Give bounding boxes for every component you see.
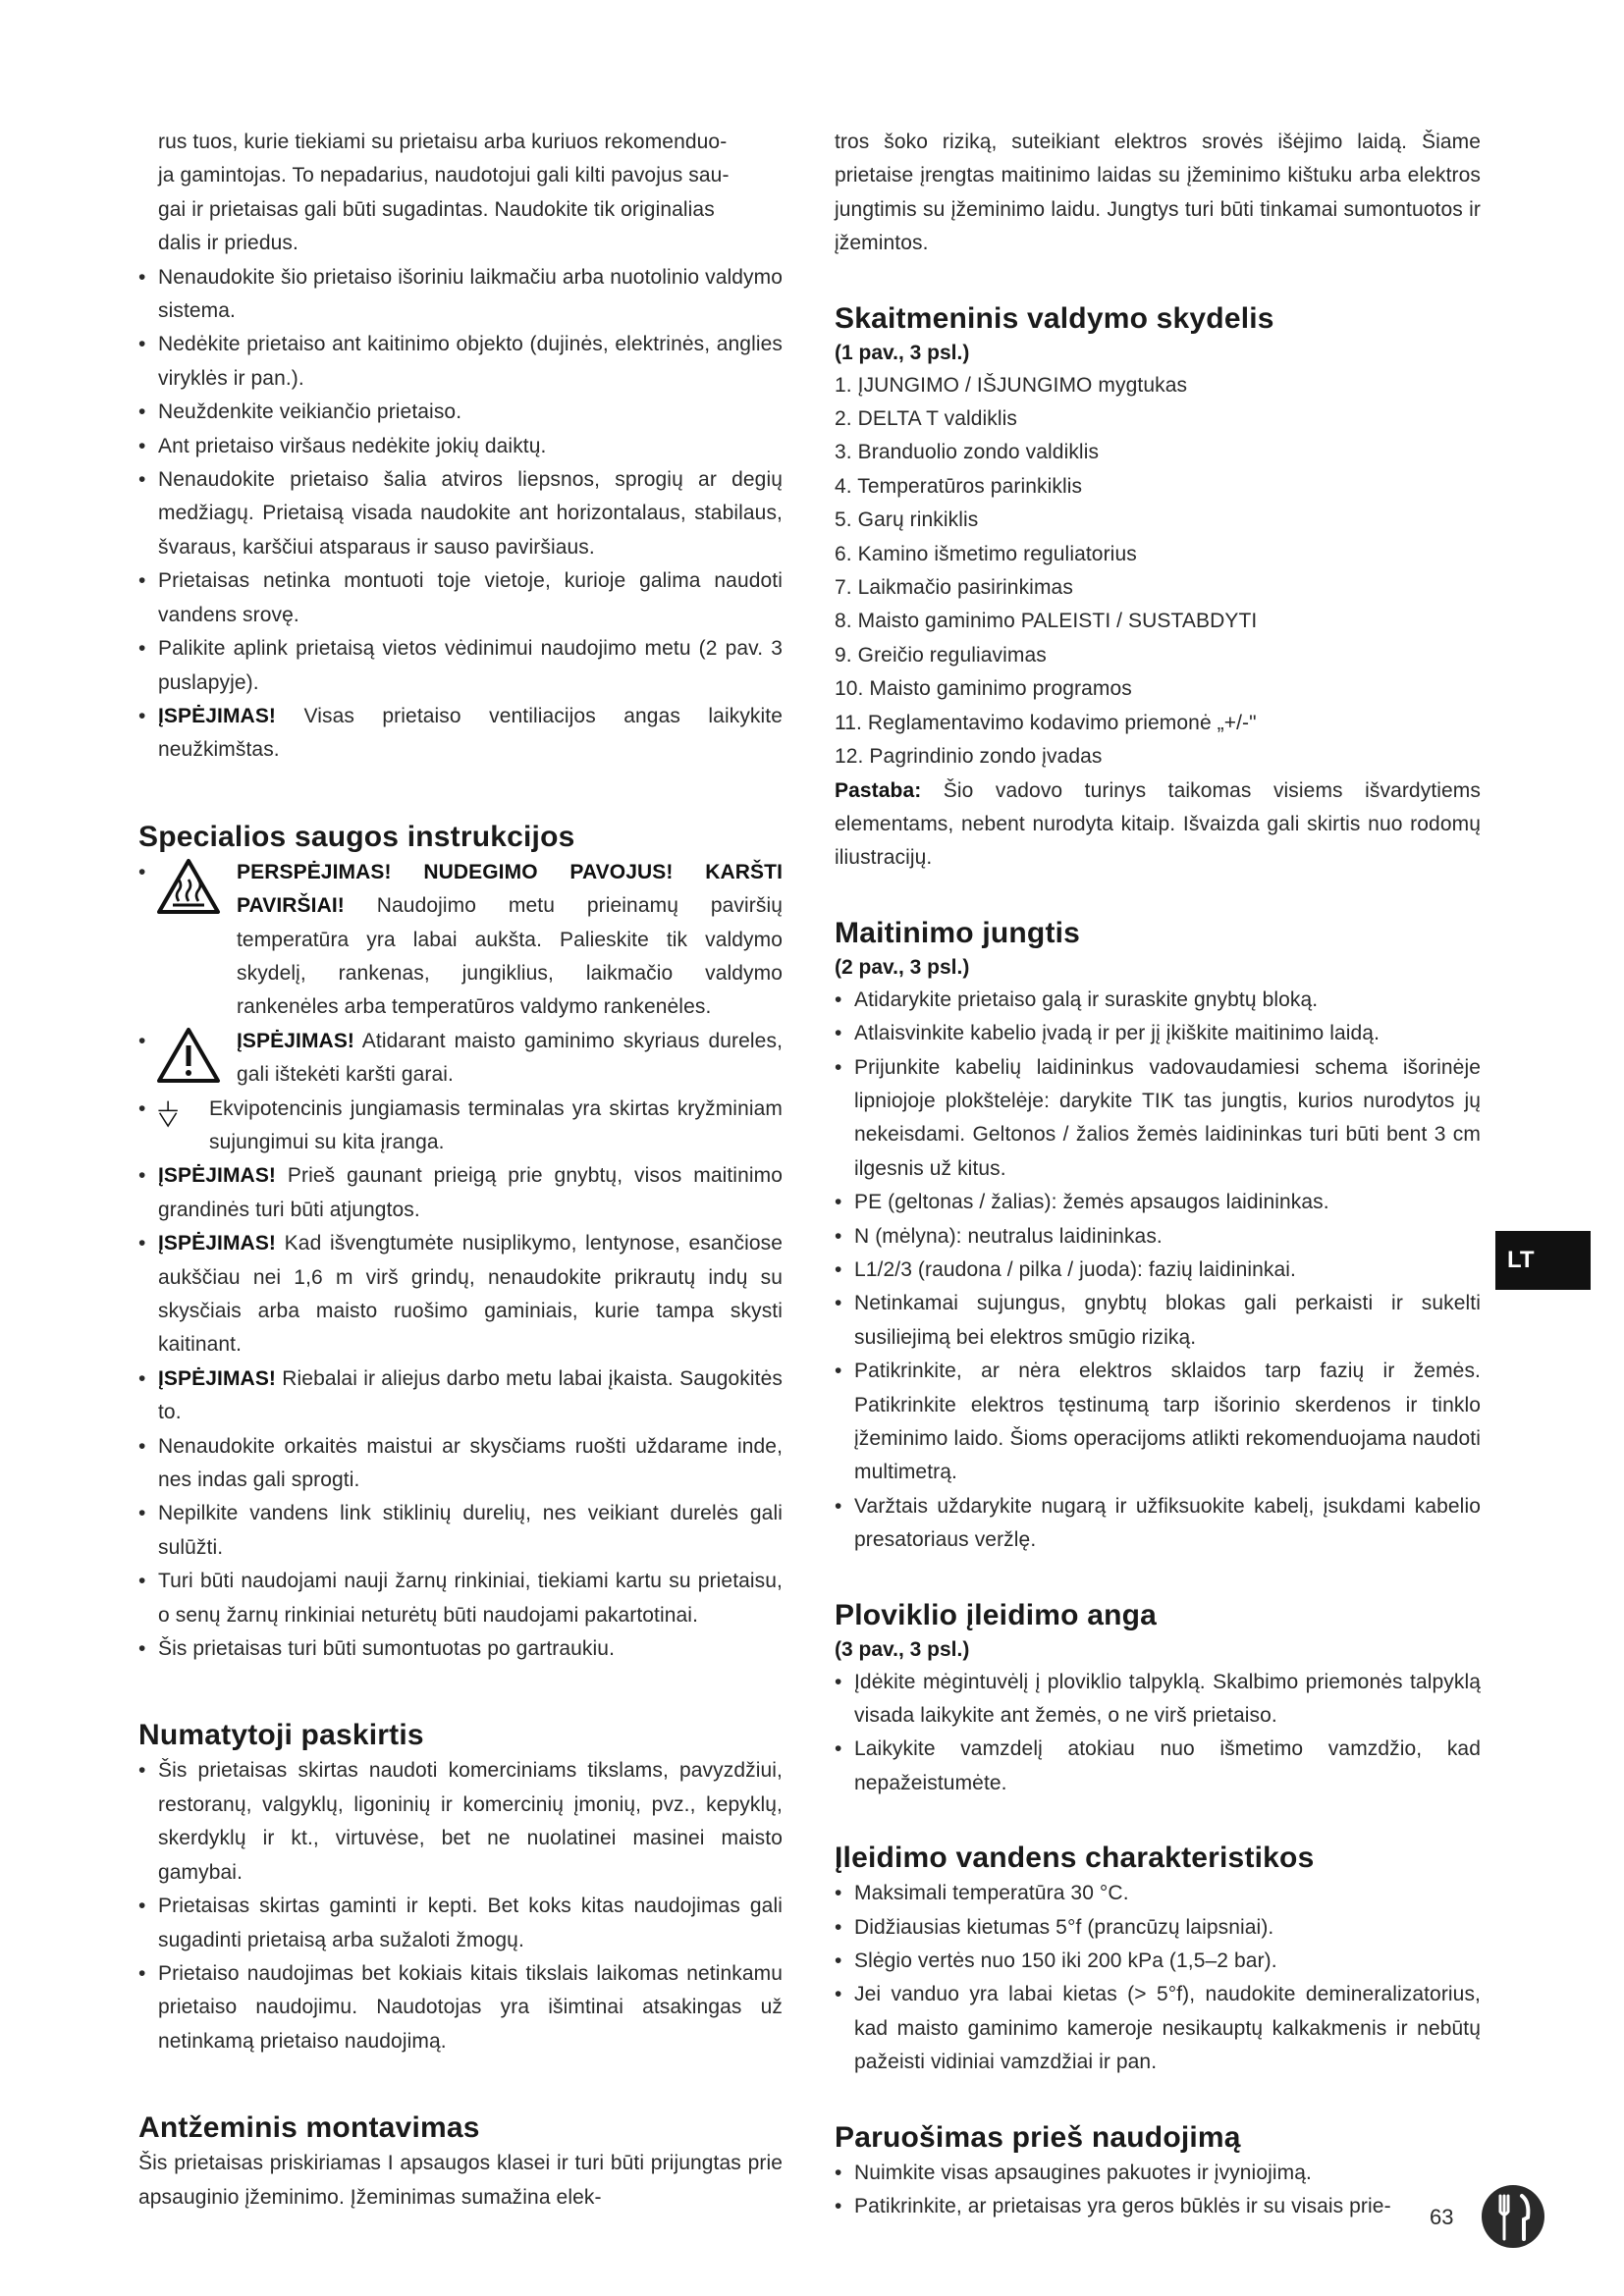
intro-line: rus tuos, kurie tiekiami su prietaisu arba kuriuos rekomenduo- bbox=[158, 131, 728, 153]
figure-reference: (2 pav., 3 psl.) bbox=[835, 955, 970, 979]
list-item: 12. Pagrindinio zondo įvadas bbox=[835, 745, 1103, 769]
list-item: 3. Branduolio zondo valdiklis bbox=[835, 441, 1100, 464]
section-title-special-safety: Specialios saugos instrukcijos bbox=[138, 820, 575, 853]
section-title-intended-use: Numatytoji paskirtis bbox=[138, 1719, 424, 1752]
equipotential-text: • Ekvipotencinis jungiamasis terminalas yra skirtas kryžminiam sujungimui su kita įranga. bbox=[209, 1096, 783, 1153]
water-characteristics-list bbox=[835, 1877, 1481, 2079]
list-item: 7. Laikmačio pasirinkimas bbox=[835, 576, 1073, 600]
control-panel-list bbox=[835, 369, 1481, 774]
grounding-text: Šis prietaisas priskiriamas I apsaugos klasei ir turi būti prijungtas prie apsauginio įžeminimo. Įžeminimas sumažina elek- bbox=[138, 2152, 783, 2209]
warning-text: Prieš gaunant prieigą prie gnybtų, visos maitinimo grandinės turi būti atjungtos. bbox=[158, 1164, 783, 1221]
list-item: 11. Reglamentavimo kodavimo priemonė „+/-" bbox=[835, 711, 1257, 734]
right-column bbox=[835, 126, 1481, 2224]
list-item: • Neuždenkite veikiančio prietaiso. bbox=[138, 396, 783, 429]
warning-label: ĮSPĖJIMAS! bbox=[237, 1029, 355, 1052]
power-connection-list bbox=[835, 984, 1481, 1558]
list-item: • Turi būti naudojami nauji žarnų rinkiniai, tiekiami kartu su prietaisu, o senų žarnų rinkiniai neturėtų būti naudojami pakartotinai. bbox=[138, 1565, 783, 1632]
list-item: • Nenaudokite šio prietaiso išoriniu laikmačiu arba nuotolinio valdymo sistema. bbox=[138, 261, 783, 329]
section-title-water-characteristics: Įleidimo vandens charakteristikos bbox=[835, 1842, 1315, 1875]
list-item: • Patikrinkite, ar nėra elektros sklaidos tarp fazių ir žemės. Patikrinkite elektros tęstinumą tarp išorinio skerdenos ir tinklo įžeminimo laido. Šioms operacijoms atlikti rekomenduojama naudoti multimetrą. bbox=[835, 1355, 1481, 1490]
warning-label: ĮSPĖJIMAS! bbox=[158, 704, 277, 727]
list-item: • N (mėlyna): neutralus laidininkas. bbox=[835, 1220, 1481, 1254]
hot-surface-warning-icon bbox=[156, 858, 221, 915]
page-number: 63 bbox=[1430, 2205, 1454, 2229]
note bbox=[835, 774, 1481, 876]
section-title-detergent-inlet: Ploviklio įleidimo anga bbox=[835, 1598, 1158, 1631]
figure-reference: (3 pav., 3 psl.) bbox=[835, 1637, 970, 1661]
list-item: • Šis prietaisas turi būti sumontuotas po gartraukiu. bbox=[138, 1632, 783, 1666]
caution-text: Naudojimo metu prieinamų paviršių temperatūra yra labai aukšta. Palieskite tik valdymo skydelį, rankenas, jungiklius, laikmačio valdymo rankenėles arba temperatūros valdymo rankenėles. bbox=[237, 894, 783, 1019]
warning-triangle-icon bbox=[156, 1027, 221, 1084]
list-item: • Nenaudokite orkaitės maistui ar skysčiams ruošti uždarame inde, nes indas gali sprogti. bbox=[138, 1430, 783, 1498]
warning-text: Visas prietaiso ventiliacijos angas laikykite neužkimštas. bbox=[158, 704, 783, 762]
figure-reference: (1 pav., 3 psl.) bbox=[835, 341, 970, 364]
warning-label: ĮSPĖJIMAS! bbox=[158, 1232, 277, 1255]
list-item: • Nuimkite visas apsaugines pakuotes ir įvyniojimą. bbox=[835, 2157, 1481, 2190]
warning-label: ĮSPĖJIMAS! bbox=[158, 1164, 277, 1188]
equipotential-icon bbox=[156, 1095, 195, 1140]
safety-list-1 bbox=[138, 261, 783, 768]
note-label: Pastaba: bbox=[835, 778, 922, 802]
preparation-list bbox=[835, 2157, 1481, 2224]
section-title-grounding: Antžeminis montavimas bbox=[138, 2111, 480, 2145]
list-item: 9. Greičio reguliavimas bbox=[835, 643, 1047, 667]
list-item: • Prietaisas skirtas gaminti ir kepti. Bet koks kitas naudojimas gali sugadinti prietaisą arba sužaloti žmogų. bbox=[138, 1890, 783, 1957]
list-item: 2. DELTA T valdiklis bbox=[835, 407, 1018, 431]
list-item: • Nedėkite prietaiso ant kaitinimo objekto (dujinės, elektrinės, anglies viryklės ir pan.). bbox=[138, 328, 783, 396]
list-item: 5. Garų rinkiklis bbox=[835, 508, 979, 532]
list-item: • Maksimali temperatūra 30 °C. bbox=[835, 1877, 1481, 1910]
steam-warning bbox=[138, 1025, 783, 1093]
warning-text: Riebalai ir aliejus darbo metu labai įkaista. Saugokitės to. bbox=[158, 1366, 783, 1424]
language-tab: LT bbox=[1495, 1231, 1591, 1290]
intro-line: gai ir prietaisas gali būti sugadintas. Naudokite tik originalias bbox=[158, 197, 715, 221]
list-item: 10. Maisto gaminimo programos bbox=[835, 677, 1132, 701]
list-item: • Atlaisvinkite kabelio įvadą ir per jį įkiškite maitinimo laidą. bbox=[835, 1017, 1481, 1050]
list-item: 8. Maisto gaminimo PALEISTI / SUSTABDYTI bbox=[835, 610, 1258, 633]
list-item: • Nepilkite vandens link stiklinių durelių, nes veikiant durelės gali sulūžti. bbox=[138, 1497, 783, 1565]
grounding-continued-text: tros šoko riziką, suteikiant elektros srovės išėjimo laidą. Šiame prietaise įrengtas maitinimo laidas su įžeminimo kištuku arba elektros jungtimis su įžeminimo laidu. Jungtys turi būti tinkamai sumontuotos ir įžemintos. bbox=[835, 131, 1481, 255]
list-item bbox=[138, 1227, 783, 1362]
list-item: • Prietaiso naudojimas bet kokiais kitais tikslais laikomas netinkamu prietaiso naudojimu. Naudotojas yra išimtinai atsakingas už netinkamą prietaiso naudojimą. bbox=[138, 1957, 783, 2058]
list-item: • Netinkamai sujungus, gnybtų blokas gali perkaisti ir sukelti susiliejimą bei elektros smūgio riziką. bbox=[835, 1287, 1481, 1355]
list-item: • Šis prietaisas skirtas naudoti komerciniams tikslams, pavyzdžiui, restoranų, valgyklų, ligoninių ir komercinių įmonių, pvz., kepyklų, skerdyklų ir kt., virtuvėse, bet ne nuolatinei masinei maisto gamybai. bbox=[138, 1754, 783, 1890]
left-column bbox=[138, 126, 783, 2215]
warning-label: ĮSPĖJIMAS! bbox=[158, 1366, 277, 1390]
list-item: • Prijunkite kabelių laidininkus vadovaudamiesi schema išorinėje lipniojoje plokštelėje: darykite TIK tas jungtis, kurios nurodytos jų nekeisdami. Geltonos / žalios žemės laidininkas turi būti bent 3 cm ilgesnis už kitus. bbox=[835, 1051, 1481, 1187]
list-item: • Prietaisas netinka montuoti toje vietoje, kurioje galima naudoti vandens srovę. bbox=[138, 564, 783, 632]
section-title-power-connection: Maitinimo jungtis bbox=[835, 916, 1081, 949]
warning-text: Atidarant maisto gaminimo skyriaus dureles, gali ištekėti karšti garai. bbox=[237, 1029, 783, 1087]
list-item: • Varžtais uždarykite nugarą ir užfiksuokite kabelį, įsukdami kabelio presatoriaus veržlę. bbox=[835, 1490, 1481, 1558]
list-item: 1. ĮJUNGIMO / IŠJUNGIMO mygtukas bbox=[835, 373, 1188, 397]
list-item: • Ant prietaiso viršaus nedėkite jokių daiktų. bbox=[138, 430, 783, 463]
detergent-inlet-list bbox=[835, 1666, 1481, 1801]
list-item bbox=[138, 1362, 783, 1430]
list-item: • PE (geltonas / žalias): žemės apsaugos laidininkas. bbox=[835, 1186, 1481, 1219]
equipotential-item bbox=[138, 1093, 783, 1160]
list-item: • Nenaudokite prietaiso šalia atviros liepsnos, sprogių ar degių medžiagų. Prietaisą visada naudokite ant horizontalaus, stabilaus, švaraus, karščiui atsparaus ir sauso paviršiaus. bbox=[138, 463, 783, 564]
list-item: • Didžiausias kietumas 5°f (prancūzų laipsniai). bbox=[835, 1911, 1481, 1945]
list-item: • Patikrinkite, ar prietaisas yra geros būklės ir su visais prie- bbox=[835, 2190, 1481, 2223]
list-item bbox=[138, 700, 783, 768]
list-item: • Atidarykite prietaiso galą ir suraskite gnybtų bloką. bbox=[835, 984, 1481, 1017]
special-safety-list bbox=[138, 856, 783, 1667]
intro-line: ja gamintojas. To nepadarius, naudotojui gali kilti pavojus sau- bbox=[158, 164, 730, 187]
list-item: • Slėgio vertės nuo 150 iki 200 kPa (1,5–2 bar). bbox=[835, 1945, 1481, 1978]
caution-label: PERSPĖJIMAS! NUDEGIMO PAVOJUS! KARŠTI PAVIRŠIAI! bbox=[237, 860, 783, 918]
note-text: Šio vadovo turinys taikomas visiems išvardytiems elementams, nebent nurodyta kitaip. Išvaizda gali skirtis nuo rodomų iliustracijų. bbox=[835, 778, 1481, 870]
section-title-preparation: Paruošimas prieš naudojimą bbox=[835, 2120, 1241, 2154]
list-item: • Laikykite vamzdelį atokiau nuo išmetimo vamzdžio, kad nepažeistumėte. bbox=[835, 1733, 1481, 1800]
list-item: • Jei vanduo yra labai kietas (> 5°f), naudokite demineralizatorius, kad maisto gaminimo kameroje nesikauptų kalkakmenis ir nebūtų pažeisti vidiniai vamzdžiai ir pan. bbox=[835, 1978, 1481, 2079]
list-item: • L1/2/3 (raudona / pilka / juoda): fazių laidininkai. bbox=[835, 1254, 1481, 1287]
section-title-control-panel: Skaitmeninis valdymo skydelis bbox=[835, 301, 1274, 335]
hot-surface-warning bbox=[138, 856, 783, 1025]
list-item: 6. Kamino išmetimo reguliatorius bbox=[835, 542, 1137, 565]
list-item: • Palikite aplink prietaisą vietos vėdinimui naudojimo metu (2 pav. 3 puslapyje). bbox=[138, 632, 783, 700]
cutlery-logo-icon bbox=[1481, 2184, 1545, 2249]
list-item: • Įdėkite mėgintuvėlį į ploviklio talpyklą. Skalbimo priemonės talpyklą visada laikykite ant žemės, o ne virš prietaiso. bbox=[835, 1666, 1481, 1734]
intro-line: dalis ir priedus. bbox=[158, 232, 298, 255]
list-item: 4. Temperatūros parinkiklis bbox=[835, 474, 1083, 498]
warning-text: Kad išvengtumėte nusiplikymo, lentynose, esančiose aukščiau nei 1,6 m virš grindų, nenaudokite prikrautų indų su skysčiais arba maisto ruošimo gaminiais, kurie tampa skysti kaitinant. bbox=[158, 1232, 783, 1357]
intended-use-list bbox=[138, 1754, 783, 2058]
list-item bbox=[138, 1159, 783, 1227]
